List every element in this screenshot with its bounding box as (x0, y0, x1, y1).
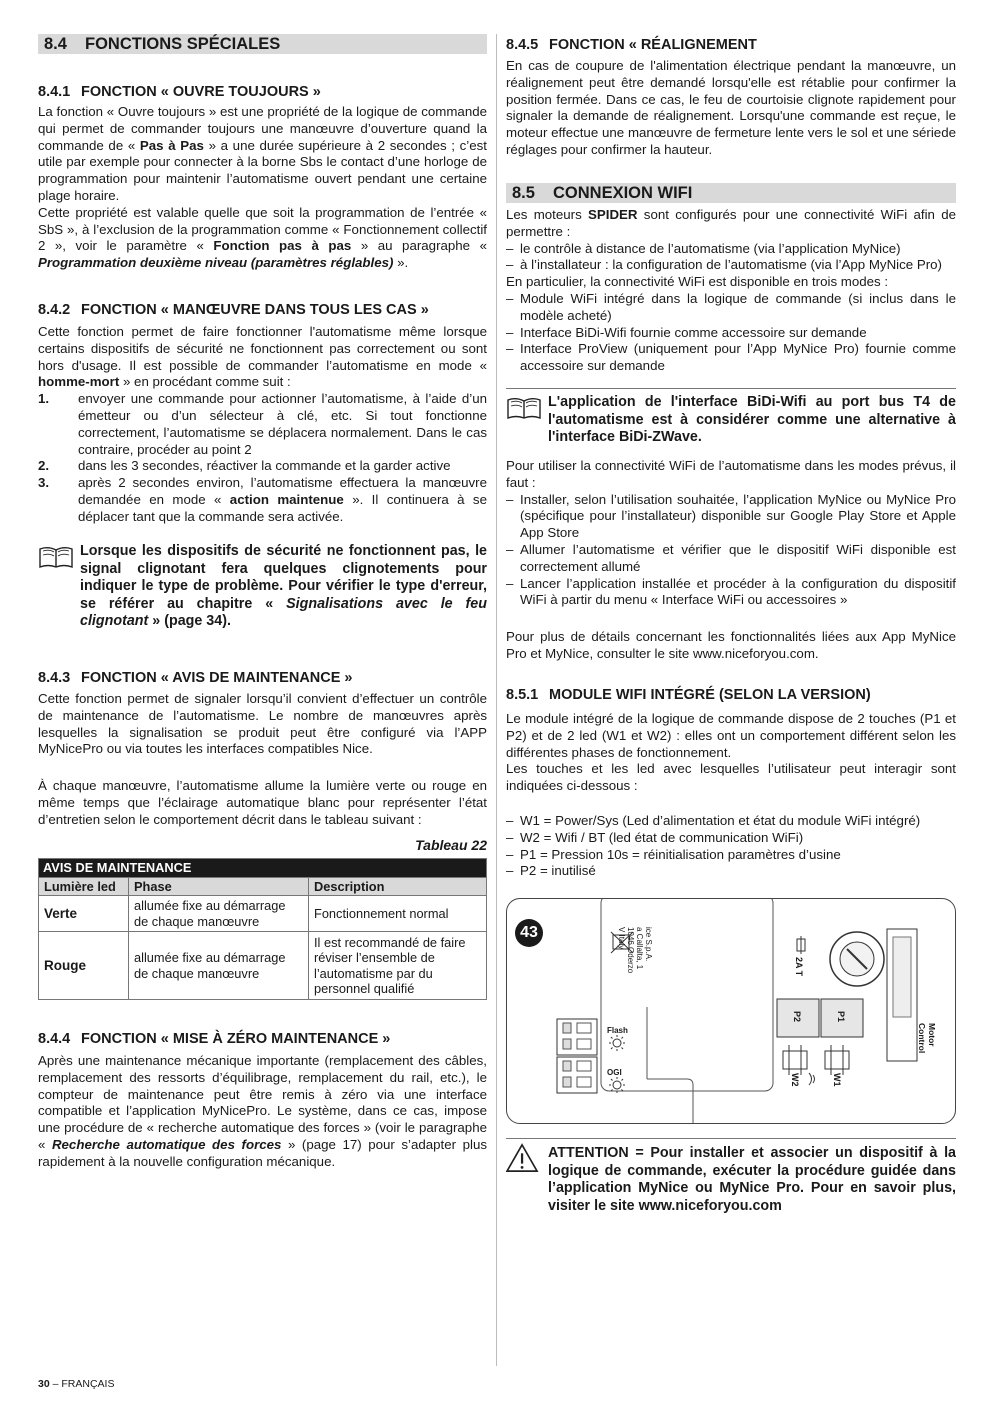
table-cell: allumée fixe au démarrage de chaque manœuvre (129, 896, 309, 932)
column-header: Description (309, 877, 487, 896)
text: » (page 17) pour s’adapter plus rapidement à la nouvelle configuration mécanique. (38, 1136, 488, 1169)
item-text: W2 = Wifi / BT (led état de communication WiFi) (520, 829, 804, 845)
table-cell: Rouge (39, 932, 129, 1000)
text: En particulier, la connectivité WiFi est disponible en trois modes : (506, 274, 889, 290)
maintenance-table (38, 858, 487, 1000)
table-cell: Fonctionnement normal (309, 896, 487, 932)
led-w1-icon (825, 1045, 849, 1075)
list-item (506, 241, 956, 258)
w1-label: W1 (832, 1073, 842, 1087)
item-text: dans les 3 secondes, réactiver la commande et la garder active (78, 458, 451, 474)
subsection-title: MODULE WIFI INTÉGRÉ (SELON LA VERSION) (549, 687, 871, 703)
text: » a une durée supérieure à 2 secondes ; c’est utile par exemple pour connecter à la borne Sbs le contact d’une horloge de programmation pour maintenir l’automatisme ouvert pendant une certaine plage horaire. (38, 137, 487, 203)
paragraph-module-wifi (506, 711, 956, 795)
table-row (39, 896, 487, 932)
subsection-number: 8.4.4 (38, 1031, 71, 1047)
subsection-title: FONCTION « OUVRE TOUJOURS » (81, 84, 321, 100)
list-item (506, 863, 956, 880)
item-text: Installer, selon l’utilisation souhaitée, l’application MyNice ou MyNice Pro (spécifique pour l’installateur) disponible sur Google Play Store et Apple App Store (520, 491, 956, 541)
board-diagram (507, 899, 955, 1123)
section-title: FONCTIONS SPÉCIALES (85, 35, 281, 53)
bold-italic-text: Programmation deuxième niveau (paramètres réglables) (38, 255, 394, 271)
item-text: Allumer l’automatisme et vérifier que le dispositif WiFi disponible est correctement allumé (520, 541, 956, 574)
column-divider (496, 34, 497, 1366)
section-number: 8.5 (512, 184, 535, 202)
column-header: Phase (129, 877, 309, 896)
list-item (506, 847, 956, 864)
note-bidi (506, 388, 956, 447)
dash: – (506, 240, 514, 256)
list-item (506, 492, 956, 542)
list-item (38, 391, 487, 458)
subsection-title-8-4-2 (38, 301, 487, 319)
subsection-title-8-4-3 (38, 669, 487, 687)
dash-list (506, 492, 956, 610)
dash: – (506, 863, 514, 879)
item-text: après 2 secondes environ, l’automatisme effectuera la manœuvre demandée en mode « (78, 475, 487, 507)
subsection-number: 8.4.5 (506, 37, 539, 53)
warning-triangle-icon (506, 1143, 540, 1173)
text: La fonction « Ouvre toujours » est une propriété de la logique de commande qui permet de commander toujours une manœuvre d’ouverture quand la commande de « (38, 104, 487, 153)
text: Après une maintenance mécanique importante (remplacement des câbles, remplacement des ressorts d’équilibrage, remplacement du rail, etc.), le compteur de maintenance peut être remis à zéro via une interface compatible et l’application MyNicePro. Le système, dans ce cas, impose une procédure de « recherche automatique des forces » (voir le paragraphe « (38, 1053, 487, 1152)
text: » au paragraphe « (351, 238, 487, 254)
p1-label: P1 (836, 1011, 846, 1023)
dash-list (506, 291, 956, 375)
table-row (39, 932, 487, 1000)
book-icon (506, 396, 542, 420)
table-cell: allumée fixe au démarrage de chaque manœuvre (129, 932, 309, 1000)
subsection-title: FONCTION « MISE À ZÉRO MAINTENANCE » (81, 1031, 391, 1047)
note-text: » (page 34). (148, 613, 231, 630)
bold-italic-text: Recherche automatique des forces (51, 1136, 282, 1152)
item-text: envoyer une commande pour actionner l’automatisme, à l’aide d’un émetteur ou d’un sélecteur à clé, etc. Si tout fonctionne correctement, l’automatisme se déplacera normalement. Dans le cas contraire, procéder au point 2 (78, 391, 487, 457)
item-text: Lancer l’application installée et procéder à la configuration du dispositif WiFi à partir du menu « Interface WiFi ou accessoires » (520, 575, 956, 608)
column-header: Lumière led (39, 877, 129, 896)
dash: – (506, 575, 514, 591)
list-item (506, 813, 956, 830)
paragraph-details (506, 629, 956, 663)
motor-label-line: Motor (927, 1023, 937, 1047)
text: À chaque manœuvre, l’automatisme allume la lumière verte ou rouge en même temps que l’éclairage automatique blanc pour représenter l’état d’entretien selon le comportement décrit dans le tableau suivant : (38, 778, 487, 827)
address-line: ice S.p.A. (644, 927, 653, 962)
list-item (506, 257, 956, 274)
item-number: 3. (38, 475, 50, 491)
section-title: CONNEXION WIFI (553, 184, 693, 202)
list-item (506, 542, 956, 576)
bold-text: Fonction pas à pas (213, 238, 352, 254)
leds-list (506, 813, 956, 880)
item-text: à l’installateur : la configuration de l’automatisme (via l’App MyNice Pro) (520, 257, 942, 273)
paragraph-manoeuvre (38, 324, 487, 526)
text: Le module intégré de la logique de commande dispose de 2 touches (P1 et P2) et de 2 led (W1 et W2) : elles ont un comportement différent selon les différentes phases de fonctionnement. (506, 711, 956, 760)
dash: – (506, 541, 514, 557)
text: Pour plus de détails concernant les fonctionnalités liées aux App MyNice Pro et MyNice, consulter le site www.niceforyou.com. (506, 629, 956, 661)
item-text: P1 = Pression 10s = réinitialisation paramètres d’usine (520, 846, 841, 862)
subsection-title: FONCTION « AVIS DE MAINTENANCE » (81, 670, 353, 686)
figure-number-badge: 43 (515, 919, 543, 947)
text: Cette propriété est valable quelle que soit la programmation de l’entrée « SbS », à l’exclusion de la programmation comme « Fonctionnement collectif 2 », voir le paramètre « (38, 204, 487, 254)
item-text: Module WiFi intégré dans la logique de commande (si inclus dans le modèle acheté) (520, 290, 956, 323)
dash: – (506, 257, 514, 273)
dash: – (506, 290, 514, 306)
motor-label-line: Control (917, 1023, 927, 1054)
text: Cette fonction permet de faire fonctionner l'automatisme même lorsque certains dispositifs de sécurité ne fonctionnent pas correctement ou sont hors d'usage. Il est possible de commander l’automatisme en mode « (38, 324, 487, 373)
bold-text: Pas à Pas (139, 137, 204, 153)
subsection-title-8-4-1 (38, 83, 487, 101)
subsection-title-8-4-4 (38, 1030, 487, 1048)
list-item (506, 830, 956, 847)
subsection-title: FONCTION « MANŒUVRE DANS TOUS LES CAS » (81, 302, 429, 318)
bold-text: SPIDER (588, 207, 638, 222)
wifi-icon (809, 1073, 815, 1085)
bold-text: homme-mort (38, 374, 120, 390)
item-text: Interface BiDi-Wifi fournie comme accessoire sur demande (520, 324, 867, 340)
p2-label: P2 (792, 1011, 802, 1023)
text: » en procédant comme suit : (119, 374, 291, 390)
item-text: W1 = Power/Sys (Led d’alimentation et état du module WiFi intégré) (520, 813, 921, 828)
item-number: 1. (38, 391, 50, 407)
terminal-block-ogi (557, 1057, 597, 1093)
paragraph-realignement (506, 58, 956, 159)
dash: – (506, 324, 514, 340)
page-footer (38, 1378, 114, 1390)
subsection-title-8-5-1 (506, 686, 956, 704)
address-line: 1046 Oderzo (626, 927, 635, 974)
motor-connector-icon (887, 929, 917, 1061)
text: Cette fonction permet de signaler lorsqu’il convient d’effectuer un contrôle de maintenance de l’automatisme. Le nombre de manœuvres après lesquelles la signalisation se produit peut être configuré via l’APP MyNicePro ou via toutes les interfaces compatibles Nice. (38, 691, 487, 757)
warning-text: ATTENTION = Pour installer et associer un dispositif à la logique de commande, exécuter la procédure guidée dans l’application MyNice ou MyNice Pro. Pour en savoir plus, visiter le site www.niceforyou.com (548, 1145, 956, 1214)
subsection-title-8-4-5 (506, 36, 956, 54)
warning-note (506, 1138, 956, 1215)
dial-icon (830, 932, 884, 986)
fuse-label: 2A T (794, 957, 804, 977)
note-italic-text: Signalisations avec le feu clignotant (80, 595, 487, 630)
paragraph-avis-2 (38, 778, 487, 828)
led-w2-icon (783, 1045, 807, 1075)
subsection-title: FONCTION « RÉALIGNEMENT (549, 37, 757, 53)
subsection-number: 8.4.3 (38, 670, 71, 686)
dash: – (506, 846, 514, 862)
page-number: 30 (38, 1378, 50, 1390)
dash: – (506, 491, 514, 507)
text: Pour utiliser la connectivité WiFi de l’automatisme dans les modes prévus, il faut : (506, 458, 956, 490)
table-title: AVIS DE MAINTENANCE (39, 859, 487, 878)
table-cell: Il est recommandé de faire réviser l’ensemble de l’automatisme par du personnel qualifié (309, 932, 487, 1000)
terminal-block-flash (557, 1019, 597, 1055)
list-item (38, 475, 487, 525)
item-text: le contrôle à distance de l’automatisme (via l’application MyNice) (520, 240, 901, 256)
item-number: 2. (38, 458, 50, 474)
ogi-label: OGI (607, 1068, 622, 1077)
list-item (38, 458, 487, 475)
address-line: V Italy (617, 927, 626, 950)
bold-text: action maintenue (229, 491, 344, 507)
item-text: Interface ProView (uniquement pour l’App MyNice Pro) fournie comme accessoire sur demande (520, 341, 956, 374)
dash: – (506, 829, 514, 845)
flash-label: Flash (607, 1026, 628, 1035)
paragraph-avis-1 (38, 691, 487, 758)
subsection-number: 8.5.1 (506, 687, 539, 703)
list-item (506, 341, 956, 375)
note-securite (38, 543, 487, 631)
list-item (506, 291, 956, 325)
table-caption: Tableau 22 (415, 837, 487, 853)
subsection-number: 8.4.1 (38, 84, 71, 100)
list-item (506, 576, 956, 610)
paragraph-ouvre-toujours (38, 104, 487, 272)
text: sont configurés pour une connectivité WiFi afin de permettre : (506, 207, 956, 239)
paragraph-utiliser (506, 458, 956, 609)
numbered-list (38, 391, 487, 525)
section-header-8-4 (38, 34, 487, 54)
dash: – (506, 341, 514, 357)
table-cell: Verte (39, 896, 129, 932)
dash-list (506, 241, 956, 275)
footer-language: – FRANÇAIS (49, 1378, 115, 1390)
note-text: L'application de l'interface BiDi-Wifi au port bus T4 de l'automatisme est à considérer comme une alternative à l'interface BiDi-ZWave. (548, 394, 956, 446)
text: ». (393, 255, 409, 271)
address-line: a Callalta, 1 (635, 927, 644, 970)
list-item (506, 325, 956, 342)
section-number: 8.4 (44, 35, 67, 53)
manufacturer-address (617, 927, 653, 973)
w2-label: W2 (790, 1073, 800, 1087)
item-text: P2 = inutilisé (520, 863, 596, 879)
text: En cas de coupure de l'alimentation électrique pendant la manœuvre, un réalignement peut être demandé lorsqu'elle est rétablie pour confirmer la position fermée. Dans ce cas, le feu de courtoisie clignote rapidement pour signaler la demande de réalignement. Lorsqu'une commande est reçue, le moteur effectue une manœuvre de fermeture lente vers le sol et une sériede réglages pour confirmer la hauteur. (506, 58, 956, 157)
dash-list (506, 813, 956, 880)
section-header-8-5 (506, 183, 956, 203)
motor-control-label (917, 1023, 937, 1053)
subsection-number: 8.4.2 (38, 302, 71, 318)
note-text: Lorsque les dispositifs de sécurité ne fonctionnent pas, le signal clignotant fera quelques clignotements pour indiquer le type de problème. Pour vérifier le type d'erreur, se référer au chapitre « (80, 543, 487, 612)
paragraph-mise-a-zero (38, 1053, 487, 1171)
text: Les touches et les led avec lesquelles l’utilisateur peut interagir sont indiquées ci-dessous : (506, 761, 956, 794)
figure-43-board (506, 898, 956, 1124)
text: Les moteurs (506, 207, 589, 222)
item-text: ». Il continuera à se déplacer tant que la commande sera activée. (78, 491, 487, 524)
fuse-icon (797, 936, 805, 954)
book-icon (38, 545, 74, 569)
dash: – (506, 813, 514, 828)
paragraph-connexion-wifi (506, 207, 956, 375)
